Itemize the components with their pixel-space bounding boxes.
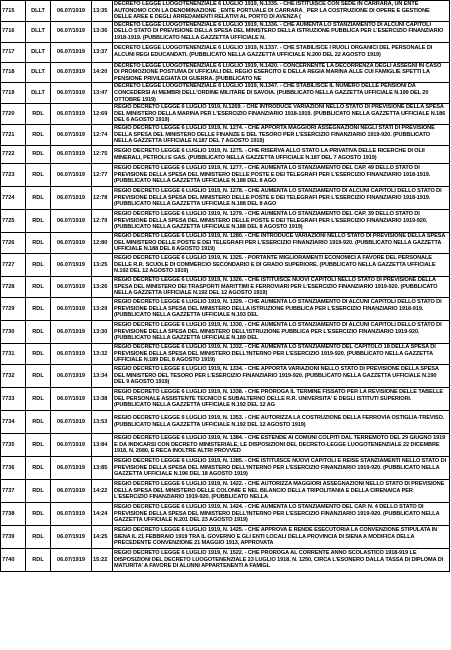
act-code-cell: 13:36 [92, 21, 113, 42]
table-row [1, 321, 450, 344]
description-cell: REGIO DECRETO LEGGE 6 LUGLIO 1919, N. 1424. - CHE AUMENTA LO STANZIAMENTO DEL CAP. N. 4 DELLO STATO DI PREVISIONE DELLA SPESA DEL MINISTERO DELL'INTERNO PER L'ESERCIZIO FINANZIARIO 1919-920. (PUBBLICATO NELLA GAZZETTA UFFICIALE N.201 DEL 23 AGOSTO 1919) [113, 502, 450, 525]
date-cell: 06.07/1919 [51, 298, 92, 321]
act-type-cell: RDL [26, 210, 51, 233]
act-type-cell: RDL [26, 104, 51, 125]
date-cell: 06.07/1919 [51, 364, 92, 387]
act-type-cell: RDL [26, 254, 51, 277]
table-row [1, 187, 450, 210]
description-cell: REGIO DECRETO LEGGE 6 LUGLIO 1919, N. 1280. - CHE INTRODUCE VARIAZIONI NELLO STATO DI PREVISIONE DELLA SPESA DEL MINISTERO DELLE POSTE E DEI TELEGRAFI PER L'ESERCIZIO FINANZIARIO 1919-920. (PUBBLICATO NELLA GAZZETTA UFFICIALE N.188 DEL 8 AGOSTO 1919) [113, 233, 450, 254]
record-number-cell: 7725 [1, 210, 26, 233]
date-cell: 06.07/1919 [51, 233, 92, 254]
date-cell: 06.07/1919 [51, 187, 92, 210]
table-row [1, 42, 450, 62]
description-cell: REGIO DECRETO LEGGE 6 LUGLIO 1919, N. 1275. - CHE RISERVA ALLO STATO LA PRIVATIVA DELLE RICERCHE DI OLII MINERALI, PETROLI E GAS. (PUBBLICATO NELLA GAZZETTA UFFICIALE N.187 DEL 7 AGOSTO 1919) [113, 146, 450, 164]
table-row [1, 233, 450, 254]
table-row [1, 104, 450, 125]
table-row [1, 525, 450, 548]
table-row [1, 146, 450, 164]
description-cell: REGIO DECRETO LEGGE 6 LUGLIO 1919, N. 1338. - CHE PROROGA IL TERMINE FISSATO PER LA REVISIONE DELLE TABELLE DEL PERSONALE ASSISTENTE TECNICO E SUBALTERNO DELLE R.R. UNIVERSITA' E DEGLI ISTITUTI SUPERIORI. (PUBBLICATO NELLA GAZZETTA UFFICIALE N.192 DEL 12 AG [113, 387, 450, 410]
record-number-cell: 7717 [1, 42, 26, 62]
description-cell: DECRETO LEGGE LUOGOTENENZIALE 6 LUGLIO 1919, N.1335. - CHE ISTITUISCE CON SEDE IN CARRARA, UN ENTE AUTONOMO CON LA DENOMINAZIONE _ENTE PORTUALE DI CARRARA_ PER LA COSTRUZIONE DI OPERE E GESTIONE DELLE AREE E DEGLI ARREDAMENTI RELATIVI AL PORTO DI AVENZA ( [113, 1, 450, 22]
description-cell: REGIO DECRETO LEGGE 6 LUGLIO 1919, N.1269. - CHE INTRODUCE VARIAZIONI NELLO STATO DI PREVISIONE DELLA SPESA DEL MINISTERO DELLA MARINA PER L'ESERCIZIO FINANZIARIO 1918-1919. (PUBBLICATO NELLA GAZZETTA UFFICIALE N.186 DEL 6 AGOSTO 1919) [113, 104, 450, 125]
act-type-cell: RDL [26, 187, 51, 210]
date-cell: 06.07/1919 [51, 210, 92, 233]
act-code-cell: 12:74 [92, 125, 113, 146]
record-number-cell: 7724 [1, 187, 26, 210]
record-number-cell: 7738 [1, 502, 26, 525]
record-number-cell: 7737 [1, 479, 26, 502]
date-cell: 06.07/1919 [51, 1, 92, 22]
table-row [1, 1, 450, 22]
act-type-cell: RDL [26, 344, 51, 365]
act-code-cell: 13:53 [92, 410, 113, 433]
date-cell: 06.07/1919 [51, 21, 92, 42]
table-row [1, 210, 450, 233]
table-row [1, 164, 450, 187]
act-code-cell: 13:37 [92, 42, 113, 62]
act-code-cell: 12:75 [92, 146, 113, 164]
record-number-cell: 7716 [1, 21, 26, 42]
table-row [1, 502, 450, 525]
description-cell: REGIO DECRETO LEGGE 6 LUGLIO 1919, N. 1425. - CHE APPROVA E RENDE ESECUTORIA LA CONVENZIONE STIPULATA IN SIENA IL 21 FEBBRAIO 1919 TRA IL GOVERNO E GLI ENTI LOCALI DELLA PROVINCIA DI SIENA A MODIFICA DELLA PRECEDENTE CONVENZIONE 21 MAGGIO 1913, APPROVATA [113, 525, 450, 548]
act-code-cell: 13:38 [92, 387, 113, 410]
description-cell: REGIO DECRETO LEGGE 6 LUGLIO 1919, N. 1279. - CHE AUMENTA LO STANZIAMENTO DEL CAP. 39 DELLO STATO DI PREVISIONE DELLA SPESA DEL MINISTERO DELLE POSTE E DEI TELEGRAFI PER L'ESERCIZIO FINANZIARIO 1919-920. (PUBBLICATO NELLA GAZZETTA UFFICIALE N.188 DEL 8 AGOSTO 1919) [113, 210, 450, 233]
act-type-cell: RDL [26, 548, 51, 571]
date-cell: 06.07/1919 [51, 277, 92, 298]
description-cell: REGIO DECRETO LEGGE 6 LUGLIO 1919, N. 1274. - CHE APPORTA MAGGIORI ASSEGNAZIONI NEGLI STATI DI PREVISIONE DELLA SPESA DEL MINISTERO DELLE FINANZE E DEL TESORO PER L'ESERCIZIO FINANZIARIO 1919-920. (PUBBLICATO NELLA GAZZETTA UFFICIALE N.187 DEL 7 AGOSTO 1919) [113, 125, 450, 146]
act-type-cell: DLLT [26, 21, 51, 42]
act-type-cell: RDL [26, 525, 51, 548]
act-code-cell: 15:22 [92, 548, 113, 571]
record-number-cell: 7722 [1, 146, 26, 164]
date-cell: 06.07/1919 [51, 62, 92, 83]
act-code-cell: 12:77 [92, 164, 113, 187]
record-number-cell: 7729 [1, 298, 26, 321]
table-row [1, 277, 450, 298]
act-type-cell: RDL [26, 233, 51, 254]
date-cell: 06.07/1919 [51, 548, 92, 571]
date-cell: 06.07/1919 [51, 410, 92, 433]
act-code-cell: 13:47 [92, 83, 113, 104]
act-type-cell: RDL [26, 387, 51, 410]
table-row [1, 410, 450, 433]
table-row [1, 548, 450, 571]
description-cell: REGIO DECRETO LEGGE 6 LUGLIO 1919, N. 1522. - CHE PROROGA AL CORRENTE ANNO SCOLASTICO 1918-919 LE DISPOSIZIONI DEL DECRETO LUOGOTENENZIALE 23 LUGLIO 1918, N. 1250, CIRCA L'ESONERO DALLA TASSA DI DIPLOMA DI MATURITA' A FAVORE DI ALUNNI APPARTENENTI A FAMIGL [113, 548, 450, 571]
act-code-cell: 13:30 [92, 321, 113, 344]
date-cell: 06.07/1919 [51, 456, 92, 479]
act-code-cell: 14:25 [92, 525, 113, 548]
record-number-cell: 7728 [1, 277, 26, 298]
description-cell: REGIO DECRETO LEGGE 6 LUGLIO 1919, N. 1334. - CHE APPORTA VARIAZIONI NELLO STATO DI PREVISIONE DELLA SPESA DEL MINISTERO DEL TESORO PER L'ESERCIZIO FINANZIARIO 1919-920. (PUBBLICATO NELLA GAZZETTA UFFICIALE N.190 DEL 9 AGOSTO 1919) [113, 364, 450, 387]
act-type-cell: RDL [26, 456, 51, 479]
act-type-cell: RDL [26, 146, 51, 164]
record-number-cell: 7720 [1, 104, 26, 125]
record-number-cell: 7739 [1, 525, 26, 548]
act-type-cell: RDL [26, 164, 51, 187]
description-cell: DECRETO LEGGE LUOGOTENENZIALE 6 LUGLIO 1919, N.1337. - CHE STABILISCE I RUOLI ORGANICI DEL PERSONALE DI ALCUNI REGI EDUCANDATI. (PUBBLICATO NELLA GAZZETTA UFFICIALE N.200 DEL 22 AGOSTO 1919) [113, 42, 450, 62]
table-row [1, 387, 450, 410]
table-row [1, 254, 450, 277]
description-cell: REGIO DECRETO LEGGE 6 LUGLIO 1919, N. 1325. - PORTANTE MIGLIORAMENTI ECONOMICI A FAVORE DEL PERSONALE DELLE R.R. SCUOLE DI COMMERCIO SECONDARIO E DI GRADO SUPERIORE. (PUBBLICATO NELLA GAZZETTA UFFICIALE N.192 DEL 12 AGOSTO 1919) [113, 254, 450, 277]
act-code-cell: 13:32 [92, 344, 113, 365]
record-number-cell: 7727 [1, 254, 26, 277]
record-number-cell: 7718 [1, 62, 26, 83]
act-type-cell: RDL [26, 364, 51, 387]
act-code-cell: 12:79 [92, 210, 113, 233]
record-number-cell: 7723 [1, 164, 26, 187]
act-code-cell: 12:69 [92, 104, 113, 125]
record-number-cell: 7733 [1, 387, 26, 410]
date-cell: 06.07/1919 [51, 125, 92, 146]
act-code-cell: 13:25 [92, 254, 113, 277]
table-row [1, 83, 450, 104]
act-code-cell: 12:80 [92, 233, 113, 254]
date-cell: 06.07/1919 [51, 146, 92, 164]
record-number-cell: 7726 [1, 233, 26, 254]
date-cell: 06.07/1919 [51, 42, 92, 62]
record-number-cell: 7732 [1, 364, 26, 387]
description-cell: REGIO DECRETO LEGGE 6 LUGLIO 1919, N. 1278. - CHE AUMENTA LO STANZIAMENTO DI ALCUNI CAPITOLI DELLO STATO DI PREVISIONE DELLA SPESA DEL MINISTERO DELLE POSTE E DEI TELEGRAFI PER L'ESERCIZIO FINANZIARIO 1918-1919. (PUBBLICATO NELLA GAZZETTA UFFICIALE N.188 DEL 8 AGO [113, 187, 450, 210]
description-cell: REGIO DECRETO LEGGE 6 LUGLIO 1919, N. 1422. - CHE AUTORIZZA MAGGIORI ASSEGNAZIONI NELLO STATO DI PREVISIONE DELLA SPESA DEL MINISTERO DELLE COLONIE E NEL BILANCIO DELLA TRIPOLITANIA E DELLA CIRENAICA PER L'ESERCIZIO FINANZIARIO 1919-920. (PUBBLICATO NELLA [113, 479, 450, 502]
act-type-cell: RDL [26, 321, 51, 344]
record-number-cell: 7740 [1, 548, 26, 571]
date-cell: 06.07/1919 [51, 479, 92, 502]
table-row [1, 62, 450, 83]
act-code-cell: 14:20 [92, 62, 113, 83]
description-cell: DECRETO LEGGE LUOGOTENENZIALE 6 LUGLIO 1919, N.1420. - CONCERNENTE LA DECORRENZA DEGLI ASSEGNI IN CASO DI PROMOZIONE POSTUMA DI UFFICIALI DEL REGIO ESERCITO E DELLA REGIA MARINA ALLE CUI FAMIGLIE SPETTI LA PENSIONE PRIVILEGIATA DI GUERRA. (PUBBLICATO NE [113, 62, 450, 83]
record-number-cell: 7719 [1, 83, 26, 104]
act-type-cell: RDL [26, 125, 51, 146]
act-type-cell: RDL [26, 410, 51, 433]
record-number-cell: 7734 [1, 410, 26, 433]
description-cell: DECRETO LEGGE LUOGOTENENZIALE 6 LUGLIO 1919, N.1336. - CHE AUMENTA LO STANZIAMENTO DI ALCUNI CAPITOLI DELLO STATO DI PREVISIONE DELLA SPESA DEL MINISTERO DELLA ISTRUZIONE PUBBLICA PER L'ESERCIZIO FINANZIARIO 1918-1919. (PUBBLICATO NELLA GAZZETTA UFFICIALE N. [113, 21, 450, 42]
date-cell: 06.07/1919 [51, 344, 92, 365]
act-type-cell: RDL [26, 502, 51, 525]
table-row [1, 298, 450, 321]
record-number-cell: 7715 [1, 1, 26, 22]
table-row [1, 456, 450, 479]
record-number-cell: 7731 [1, 344, 26, 365]
act-type-cell: DLLT [26, 42, 51, 62]
table-row [1, 364, 450, 387]
date-cell: 06.07/1919 [51, 164, 92, 187]
act-code-cell: 13:35 [92, 1, 113, 22]
date-cell: 06.07/1919 [51, 525, 92, 548]
act-code-cell: 13:26 [92, 277, 113, 298]
description-cell: REGIO DECRETO LEGGE 6 LUGLIO 1919, N. 1277. - CHE AUMENTA LO STANZIAMENTO DEL CAP. 49 DELLO STATO DI PREVISIONE DELLA SPESA DEL MINISTERO DELLE POSTE E DEI TELEGRAFI PER L'ESERCIZIO FINANZIARIO 1918-1919. (PUBBLICATO NELLA GAZZETTA UFFICIALE N.188 DEL 8 AGO [113, 164, 450, 187]
act-code-cell: 13:84 [92, 433, 113, 456]
description-cell: REGIO DECRETO LEGGE 6 LUGLIO 1919, N. 1330. - CHE AUMENTA LO STANZIAMENTO DI ALCUNI CAPITOLI DELLO STATO DI PREVISIONE DELLA SPESA DEL MINISTERO DELL'ISTRUZIONE PUBBLICA PER L'ESERCIZIO FINANZIARIO 1919-920. (PUBBLICATO NELLA GAZZETTA UFFICIALE N.189 DEL [113, 321, 450, 344]
record-number-cell: 7721 [1, 125, 26, 146]
record-number-cell: 7735 [1, 433, 26, 456]
act-type-cell: DLLT [26, 1, 51, 22]
table-row [1, 125, 450, 146]
act-type-cell: RDL [26, 277, 51, 298]
act-code-cell: 13:34 [92, 364, 113, 387]
description-cell: DECRETO LEGGE LUOGOTENENZIALE 6 LUGLIO 1919, N.1347. - CHE STABILISCE IL NUMERO DELLE PENSIONI DA CONCEDERSI AI MEMBRI DELL'ORDINE MILITARE DI SAVOIA. (PUBBLICATO NELLA GAZZETTA UFFICIALE N.199 DEL 20 OTTOBRE 1919) [113, 83, 450, 104]
act-code-cell: 13:29 [92, 298, 113, 321]
act-code-cell: 13:85 [92, 456, 113, 479]
description-cell: REGIO DECRETO LEGGE 6 LUGLIO 1919, N. 1384. - CHE ESTENDE AI COMUNI COLPITI DAL TERREMOTO DEL 29 GIUGNO 1919 E DA INDICARSI CON DECRETO MINISTERIALE, LE DISPOSIZIONI DEL DECRETO-LEGGE LUOGOTENENZIALE 22 DICEMBRE 1918, N. 2080, E RECA INOLTRE ALTRI PROVVED [113, 433, 450, 456]
record-number-cell: 7736 [1, 456, 26, 479]
description-cell: REGIO DECRETO LEGGE 6 LUGLIO 1919, N. 1332. - CHE AUMENTA LO STANZIAMENTO DEL CAPITOLO 18 DELLA SPESA DI PREVISIONE DELLA SPESA DEL MINISTERO DELL'INTERNO PER L'ESERCIZIO 1919-920. (PUBBLICATO NELLA GAZZETTA UFFICIALE N.189 DEL 8 AGOSTO 1919) [113, 344, 450, 365]
table-row [1, 433, 450, 456]
date-cell: 06.07/1919 [51, 433, 92, 456]
act-code-cell: 12:78 [92, 187, 113, 210]
act-code-cell: 14:24 [92, 502, 113, 525]
table-row [1, 21, 450, 42]
date-cell: 06.07/1919 [51, 254, 92, 277]
act-type-cell: DLLT [26, 83, 51, 104]
description-cell: REGIO DECRETO LEGGE 6 LUGLIO 1919, N. 1326. - CHE ISTITUISCE NUOVI CAPITOLI NELLO STATO DI PREVISIONE DELLA SPESA DEL MINISTERO DEI TRASPORTI MARITTIMI E FERROVIARI PER L'ESERCIZIO FINANZIARIO 1919-920. (PUBBLICATO NELLA GAZZETTA UFFICIALE N.192 DEL 12 AGOSTO 1919) [113, 277, 450, 298]
act-type-cell: RDL [26, 433, 51, 456]
description-cell: REGIO DECRETO LEGGE 6 LUGLIO 1919, N. 1353. - CHE AUTORIZZA LA COSTRUZIONE DELLA FERROVIA OSTIGLIA-TREVISO. (PUBBLICATO NELLA GAZZETTA UFFICIALE N.192 DEL 12 AGOSTO 1919) [113, 410, 450, 433]
act-type-cell: DLLT [26, 62, 51, 83]
date-cell: 06.07/1919 [51, 387, 92, 410]
act-type-cell: RDL [26, 298, 51, 321]
description-cell: REGIO DECRETO LEGGE 6 LUGLIO 1919, N. 1329. - CHE AUMENTA LO STANZIAMENTO DI ALCUNI CAPITOLI DELLO STATO DI PREVISIONE DELLA SPESA DEL MINISTERO DELLA ISTRUZIONE PUBBLICA PER L'ESERCIZIO FINANZIARIO 1918-919. (PUBBLICATO NELLA GAZZETTA UFFICIALE N.193 DEL [113, 298, 450, 321]
act-type-cell: RDL [26, 479, 51, 502]
date-cell: 06.07/1919 [51, 502, 92, 525]
description-cell: REGIO DECRETO LEGGE 6 LUGLIO 1919, N. 1385. - CHE ISTITUISCE NUOVI CAPITOLI E REISE STANZIAMENTI NELLO STATO DI PREVISIONE DELLA SPESA DEL MINISTERO DELL'INTERNO PER L'ESERCIZIO FINANZIARIO 1919-920. (PUBBLICATO NELLA GAZZETTA UFFICIALE N.196 DEL 18 AGOSTO 1919) [113, 456, 450, 479]
date-cell: 06.07/1919 [51, 321, 92, 344]
table-row [1, 344, 450, 365]
act-code-cell: 14:22 [92, 479, 113, 502]
record-number-cell: 7730 [1, 321, 26, 344]
date-cell: 06.07/1919 [51, 104, 92, 125]
table-row [1, 479, 450, 502]
decree-table-body [1, 1, 450, 572]
date-cell: 06.07/1919 [51, 83, 92, 104]
